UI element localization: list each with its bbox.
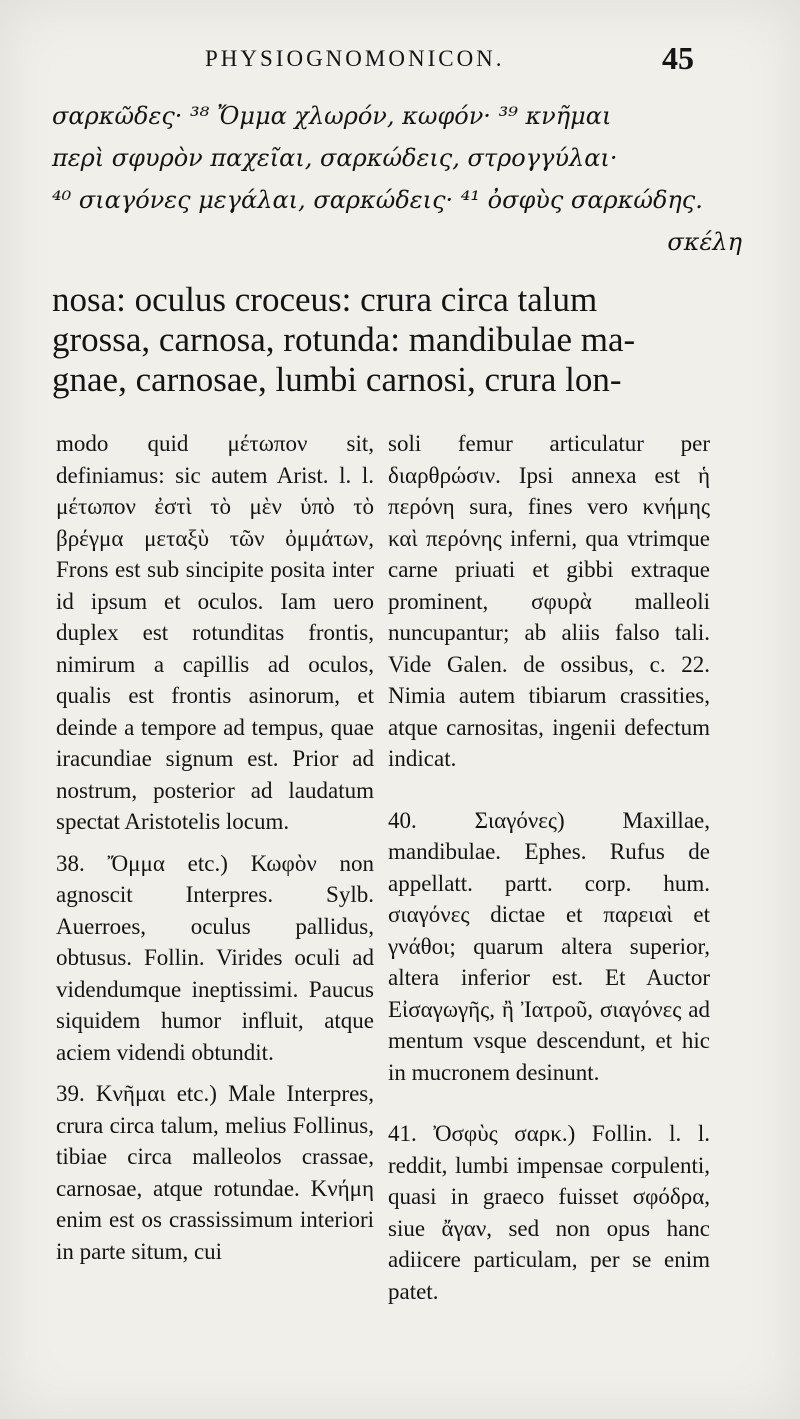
greek-line: ⁴⁰ σιαγόνες μεγάλαι, σαρκώδεις· ⁴¹ ὀσφὺς σαρκώδης.: [52, 186, 703, 214]
greek-text-block: [52, 95, 742, 263]
greek-catchword: σκέλη: [667, 228, 742, 256]
running-title: PHYSIOGNOMONICON.: [205, 46, 505, 71]
notes-column-left: [56, 428, 374, 1267]
note-paragraph: modo quid μέτωπον sit, definiamus: sic autem Arist. l. l. μέτωπον ἐστὶ τὸ μὲν ὑπὸ τὸ βρέγμα μεταξὺ τῶν ὀμμάτων, Frons est sub sincipite posita inter id ipsum et oculos. Iam uero duplex est rotunditas frontis, nimirum a capillis ad oculos, qualis est frontis asinorum, et deinde a tempore ad tempus, quae iracundiae signum est. Prior ad nostrum, posterior ad laudatum spectat Aristotelis locum.: [56, 431, 374, 834]
latin-line: gnae, carnosae, lumbi carnosi, crura lon-: [52, 360, 622, 399]
note-38: 38. Ὄμμα etc.) Κωφὸν non agnoscit Interpres. Sylb. Auerroes, oculus pallidus, obtusus. Follin. Virides oculi ad videndumque ineptissimi. Paucus siquidem humor influit, atque aciem videndi obtundit.: [56, 850, 374, 1065]
page-number: 45: [662, 40, 694, 76]
note-40: 40. Σιαγόνες) Maxillae, mandibulae. Ephes. Rufus de appellatt. partt. corp. hum. σιαγόνες dictae et παρειαὶ et γνάθοι; quarum altera superior, altera inferior est. Et Auctor Εἰσαγωγῆς, ἢ Ἰατροῦ, σιαγόνες ad mentum vsque descendunt, et hic in mucronem desinunt.: [388, 807, 710, 1085]
latin-translation-block: [52, 280, 700, 400]
latin-line: grossa, carnosa, rotunda: mandibulae ma-: [52, 320, 636, 359]
greek-line: περὶ σφυρὸν παχεῖαι, σαρκώδεις, στρογγύλαι·: [52, 144, 618, 172]
notes-column-right: [388, 428, 710, 1307]
note-41: 41. Ὀσφὺς σαρκ.) Follin. l. l. reddit, lumbi impensae corpulenti, quasi in graeco fuisset σφόδρα, siue ἄγαν, sed non opus hanc adiicere particulam, per se enim patet.: [388, 1121, 710, 1304]
running-head: [0, 40, 800, 90]
greek-line: σαρκῶδες· ³⁸ Ὄμμα χλωρόν, κωφόν· ³⁹ κνῆμαι: [52, 102, 612, 130]
note-39: 39. Κνῆμαι etc.) Male Interpres, crura circa talum, melius Follinus, tibiae circa malleolos crassae, carnosae, atque rotundae. Κνήμη enim est os crassissimum interiori in parte situm, cui: [56, 1081, 374, 1264]
latin-line: nosa: oculus croceus: crura circa talum: [52, 280, 598, 319]
note-paragraph: soli femur articulatur per διαρθρώσιν. Ipsi annexa est ἡ περόνη sura, fines vero κνήμης καὶ περόνης inferni, qua vtrimque carne priuati et gibbi extraque prominent, σφυρὰ malleoli nuncupantur; ab aliis falso tali. Vide Galen. de ossibus, c. 22. Nimia autem tibiarum crassities, atque carnositas, ingenii defectum indicat.: [388, 431, 710, 771]
